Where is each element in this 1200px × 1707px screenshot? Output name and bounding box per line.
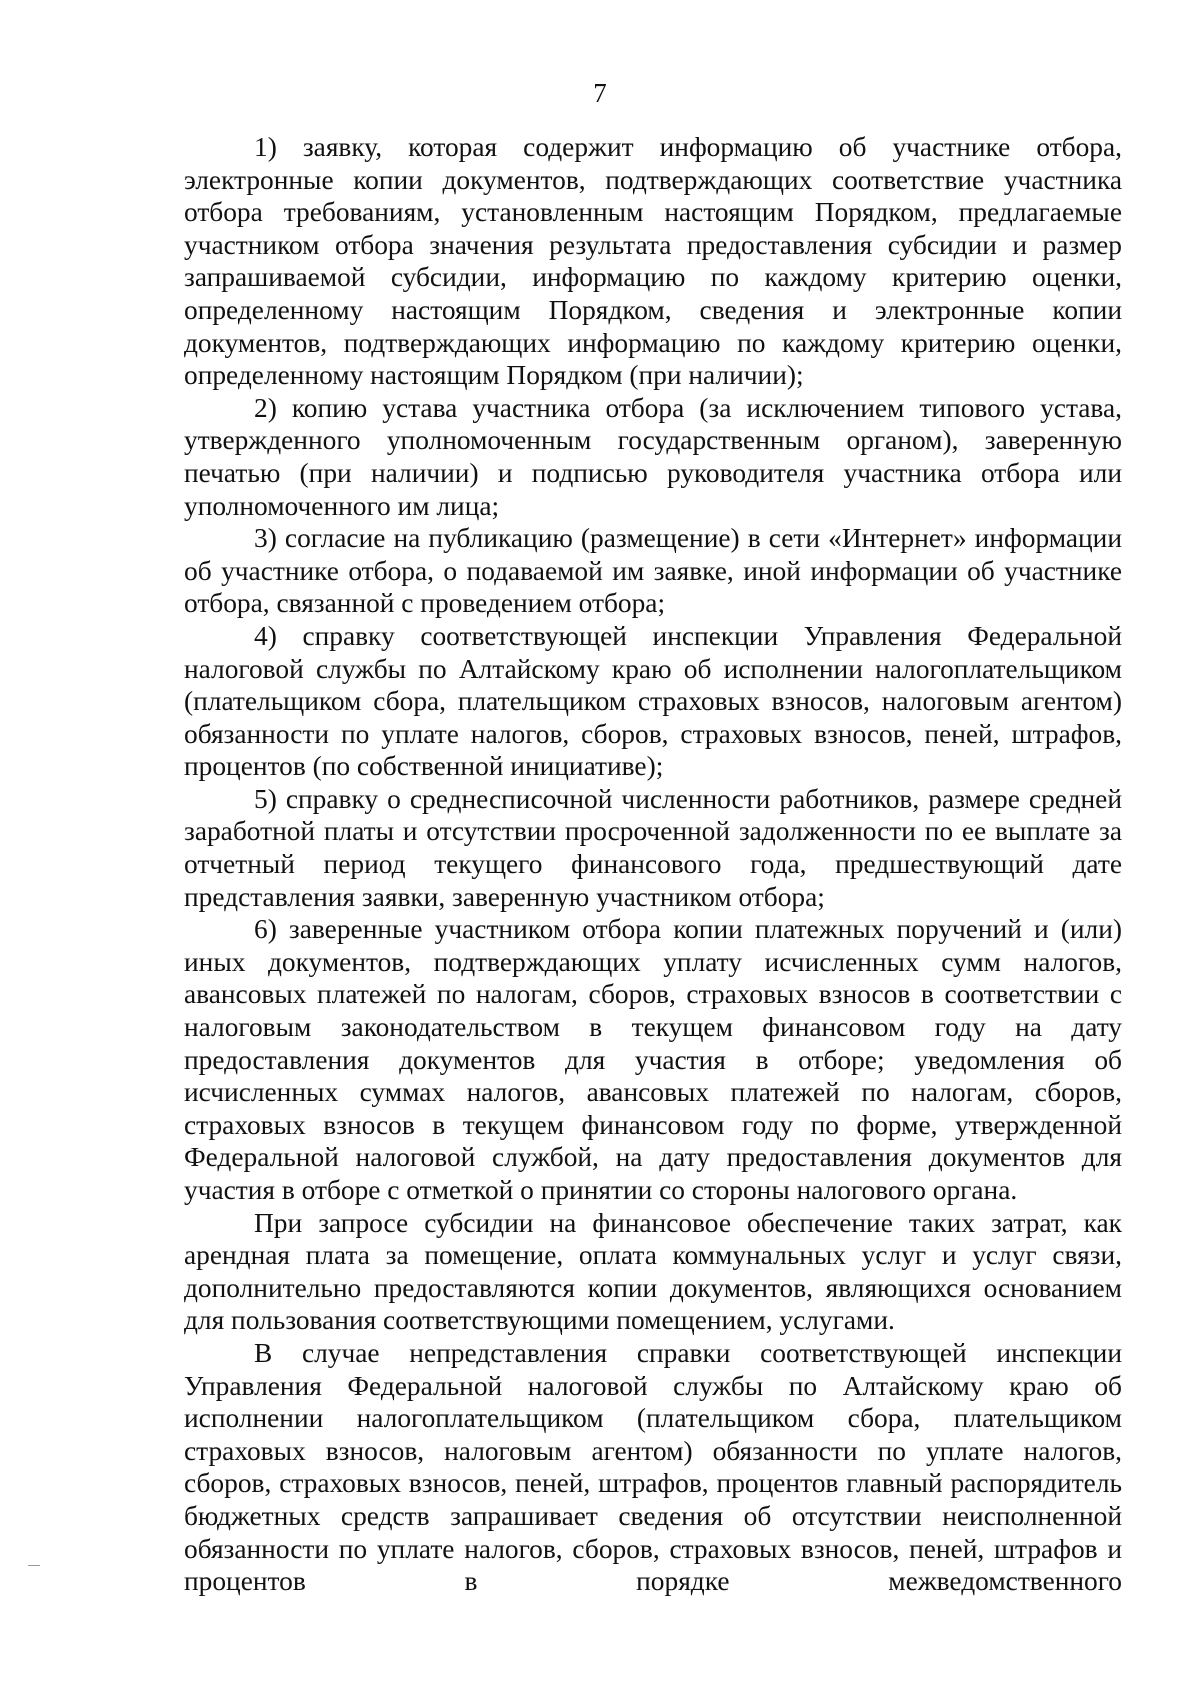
paragraph-item-5: 5) справку о среднесписочной численности работников, размере средней заработной платы и отсутствии просроченной задолженности по ее выплате за отчетный период текущего финансового года, предшествующий дате представления заявки, заверенную участником отбора;: [184, 783, 1122, 912]
scan-margin-mark: [28, 1565, 40, 1566]
paragraph-subsidy-rent: При запросе субсидии на финансовое обеспечение таких затрат, как арендная плата за помещение, оплата коммунальных услуг и услуг связи, дополнительно предоставляются копии документов, являющихся основанием для пользования соответствующими помещением, услугами.: [184, 1207, 1122, 1336]
document-body: [184, 131, 1122, 1598]
paragraph-item-1: 1) заявку, которая содержит информацию об участнике отбора, электронные копии документов, подтверждающих соответствие участника отбора требованиям, установленным настоящим Порядком, предлагаемые участником отбора значения результата предоставления субсидии и размер запрашиваемой субсидии, информацию по каждому критерию оценки, определенному настоящим Порядком, сведения и электронные копии документов, подтверждающих информацию по каждому критерию оценки, определенному настоящим Порядком (при наличии);: [184, 132, 1122, 391]
paragraph-non-submission: В случае непредставления справки соответствующей инспекции Управления Федеральной налоговой службы по Алтайскому краю об исполнении налогоплательщиком (плательщиком сбора, плательщиком страховых взносов, налоговым агентом) обязанности по уплате налогов, сборов, страховых взносов, пеней, штрафов, процентов главный распорядитель бюджетных средств запрашивает сведения об отсутствии неисполненной обязанности по уплате налогов, сборов, страховых взносов, пеней, штрафов и процентов в порядке межведомственного: [184, 1337, 1122, 1597]
paragraph-item-4: 4) справку соответствующей инспекции Управления Федеральной налоговой службы по Алтайскому краю об исполнении налогоплательщиком (плательщиком сбора, плательщиком страховых взносов, налоговым агентом) обязанности по уплате налогов, сборов, страховых взносов, пеней, штрафов, процентов (по собственной инициативе);: [184, 620, 1122, 782]
paragraph-item-3: 3) согласие на публикацию (размещение) в сети «Интернет» информации об участнике отбора, о подаваемой им заявке, иной информации об участнике отбора, связанной с проведением отбора;: [184, 523, 1122, 619]
paragraph-item-6: 6) заверенные участником отбора копии платежных поручений и (или) иных документов, подтверждающих уплату исчисленных сумм налогов, авансовых платежей по налогам, сборов, страховых взносов в соответствии с налоговым законодательством в текущем финансовом году на дату предоставления документов для участия в отборе; уведомления об исчисленных суммах налогов, авансовых платежей по налогам, сборов, страховых взносов в текущем финансовом году по форме, утвержденной Федеральной налоговой службой, на дату предоставления документов для участия в отборе с отметкой о принятии со стороны налогового органа.: [184, 914, 1122, 1205]
page-number: 7: [593, 78, 607, 108]
paragraph-item-2: 2) копию устава участника отбора (за исключением типового устава, утвержденного уполномоченным государственным органом), заверенную печатью (при наличии) и подписью руководителя участника отбора или уполномоченного им лица;: [184, 392, 1122, 521]
